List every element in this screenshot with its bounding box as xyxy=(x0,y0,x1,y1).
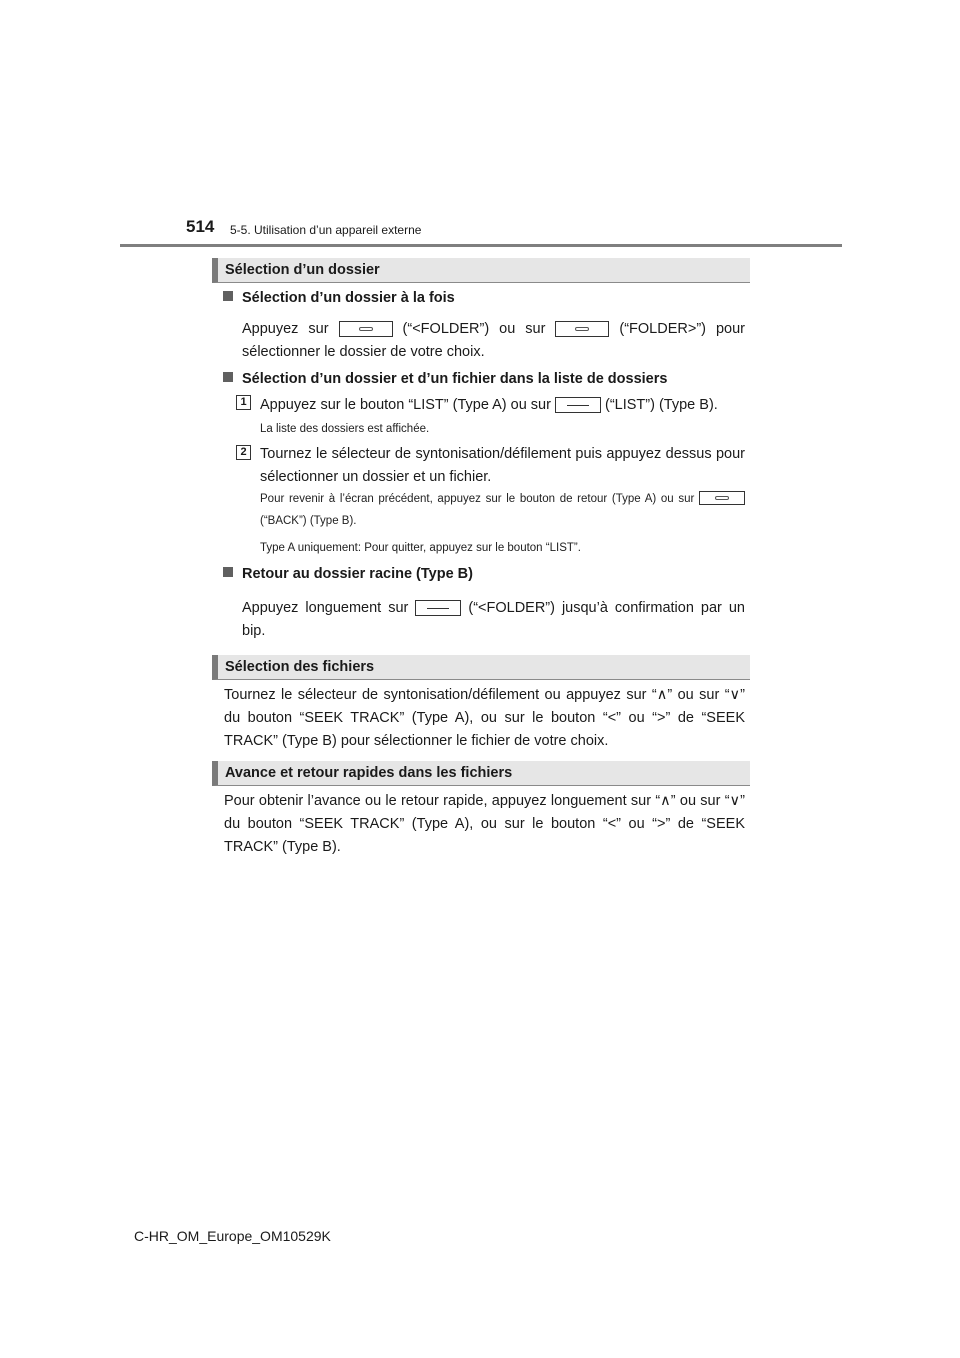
paragraph-fast-forward: Pour obtenir l’avance ou le retour rapide, appuyez longuement sur “∧” ou sur “∨” du bouton “SEEK TRACK” (Type A), ou sur le bouton “<” ou “>” de “SEEK TRACK” (Type B). xyxy=(224,793,745,855)
note-list-displayed: La liste des dossiers est affichée. xyxy=(260,423,430,435)
back-button-icon xyxy=(699,491,745,505)
step-number-1: 1 xyxy=(236,395,251,410)
paragraph-root-folder: Appuyez longuement sur (“<FOLDER”) jusqu’à confirmation par un bip. xyxy=(242,600,745,639)
subheading-root-folder: Retour au dossier racine (Type B) xyxy=(223,566,473,582)
square-bullet-icon xyxy=(223,372,233,382)
list-button-icon xyxy=(555,397,601,413)
step-1-text: Appuyez sur le bouton “LIST” (Type A) ou sur (“LIST”) (Type B). xyxy=(260,397,718,413)
folder-down-button-icon xyxy=(339,321,393,337)
step-number-2: 2 xyxy=(236,445,251,460)
page-number: 514 xyxy=(186,217,215,236)
document-code: C-HR_OM_Europe_OM10529K xyxy=(134,1228,331,1244)
note-type-a: Type A uniquement: Pour quitter, appuyez sur le bouton “LIST”. xyxy=(260,542,581,554)
paragraph-files: Tournez le sélecteur de syntonisation/défilement ou appuyez sur “∧” ou sur “∨” du bouton “SEEK TRACK” (Type A), ou sur le bouton “<” ou “>” de “SEEK TRACK” (Type B) pour sélectionner le fichier de votre choix. xyxy=(224,687,745,749)
subheading-one-folder: Sélection d’un dossier à la fois xyxy=(223,290,455,306)
paragraph-one-folder: Appuyez sur (“<FOLDER”) ou sur (“FOLDER>”) pour sélectionner le dossier de votre choix. xyxy=(242,321,745,360)
folder-up-button-icon xyxy=(555,321,609,337)
folder-button-icon xyxy=(415,600,461,616)
section-heading-files: Sélection des fichiers xyxy=(212,655,750,680)
chapter-title: 5-5. Utilisation d’un appareil externe xyxy=(230,223,422,237)
note-back: Pour revenir à l’écran précédent, appuyez sur le bouton de retour (Type A) ou sur (“BACK”) (Type B). xyxy=(260,488,745,532)
section-heading-fast-forward: Avance et retour rapides dans les fichiers xyxy=(212,761,750,786)
square-bullet-icon xyxy=(223,291,233,301)
header-divider xyxy=(120,244,842,247)
section-heading-folder: Sélection d’un dossier xyxy=(212,258,750,283)
subheading-folder-list: Sélection d’un dossier et d’un fichier dans la liste de dossiers xyxy=(223,371,667,387)
square-bullet-icon xyxy=(223,567,233,577)
step-2-text: Tournez le sélecteur de syntonisation/défilement puis appuyez dessus pour sélectionner un dossier et un fichier. xyxy=(260,446,745,485)
